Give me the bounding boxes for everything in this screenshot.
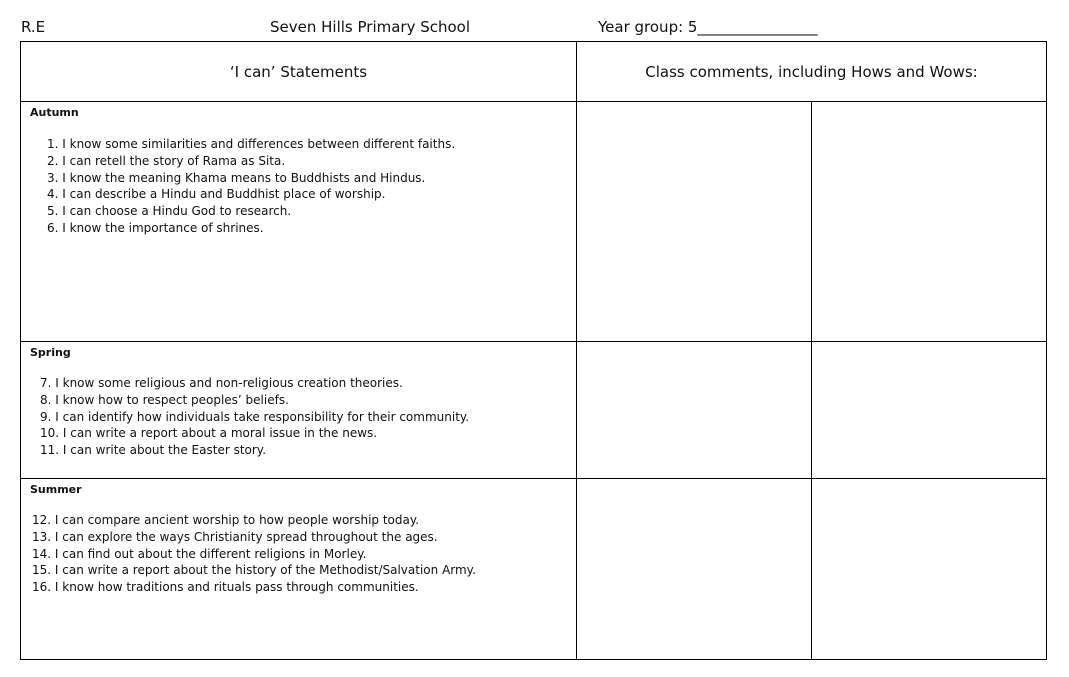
- list-item: 13. I can explore the ways Christianity spread throughout the ages.: [32, 529, 438, 544]
- i-can-statements-header: ‘I can’ Statements: [229, 62, 368, 81]
- list-item: 2. I can retell the story of Rama as Sita.: [47, 153, 286, 168]
- header-row-divider: [21, 101, 1046, 102]
- list-item: 12. I can compare ancient worship to how people worship today.: [32, 513, 420, 527]
- list-item: 10. I can write a report about a moral issue in the news.: [40, 426, 378, 441]
- column-divider: [576, 42, 577, 659]
- list-item: 16. I know how traditions and rituals pass through communities.: [32, 580, 419, 595]
- year-group-label: Year group: 5________________: [598, 18, 818, 36]
- spring-row-divider: [21, 478, 1046, 479]
- spring-statements-list: [40, 375, 469, 459]
- class-comments-header: Class comments, including Hows and Wows:: [645, 62, 978, 81]
- term-spring-title: Spring: [30, 346, 71, 359]
- term-autumn-title: Autumn: [30, 106, 79, 119]
- list-item: 8. I know how to respect peoples’ beliefs.: [40, 392, 289, 407]
- list-item: 3. I know the meaning Khama means to Buddhists and Hindus.: [47, 170, 426, 185]
- school-name: Seven Hills Primary School: [270, 18, 471, 36]
- list-item: 14. I can find out about the different religions in Morley.: [32, 546, 367, 561]
- autumn-row-divider: [21, 341, 1046, 342]
- list-item: 6. I know the importance of shrines.: [47, 220, 264, 235]
- term-summer-title: Summer: [30, 483, 82, 496]
- autumn-statements-list: [47, 136, 455, 237]
- list-item: 9. I can identify how individuals take responsibility for their community.: [40, 409, 470, 424]
- comments-divider: [811, 101, 812, 659]
- list-item: 4. I can describe a Hindu and Buddhist place of worship.: [47, 187, 386, 202]
- summer-statements-list: [32, 512, 476, 596]
- subject-label: R.E: [21, 18, 46, 36]
- list-item: 1. I know some similarities and differences between different faiths.: [47, 137, 456, 151]
- list-item: 5. I can choose a Hindu God to research.: [47, 204, 292, 219]
- statements-table: [20, 41, 1047, 660]
- list-item: 7. I know some religious and non-religious creation theories.: [40, 376, 403, 390]
- list-item: 15. I can write a report about the history of the Methodist/Salvation Army.: [32, 563, 476, 578]
- list-item: 11. I can write about the Easter story.: [40, 443, 267, 458]
